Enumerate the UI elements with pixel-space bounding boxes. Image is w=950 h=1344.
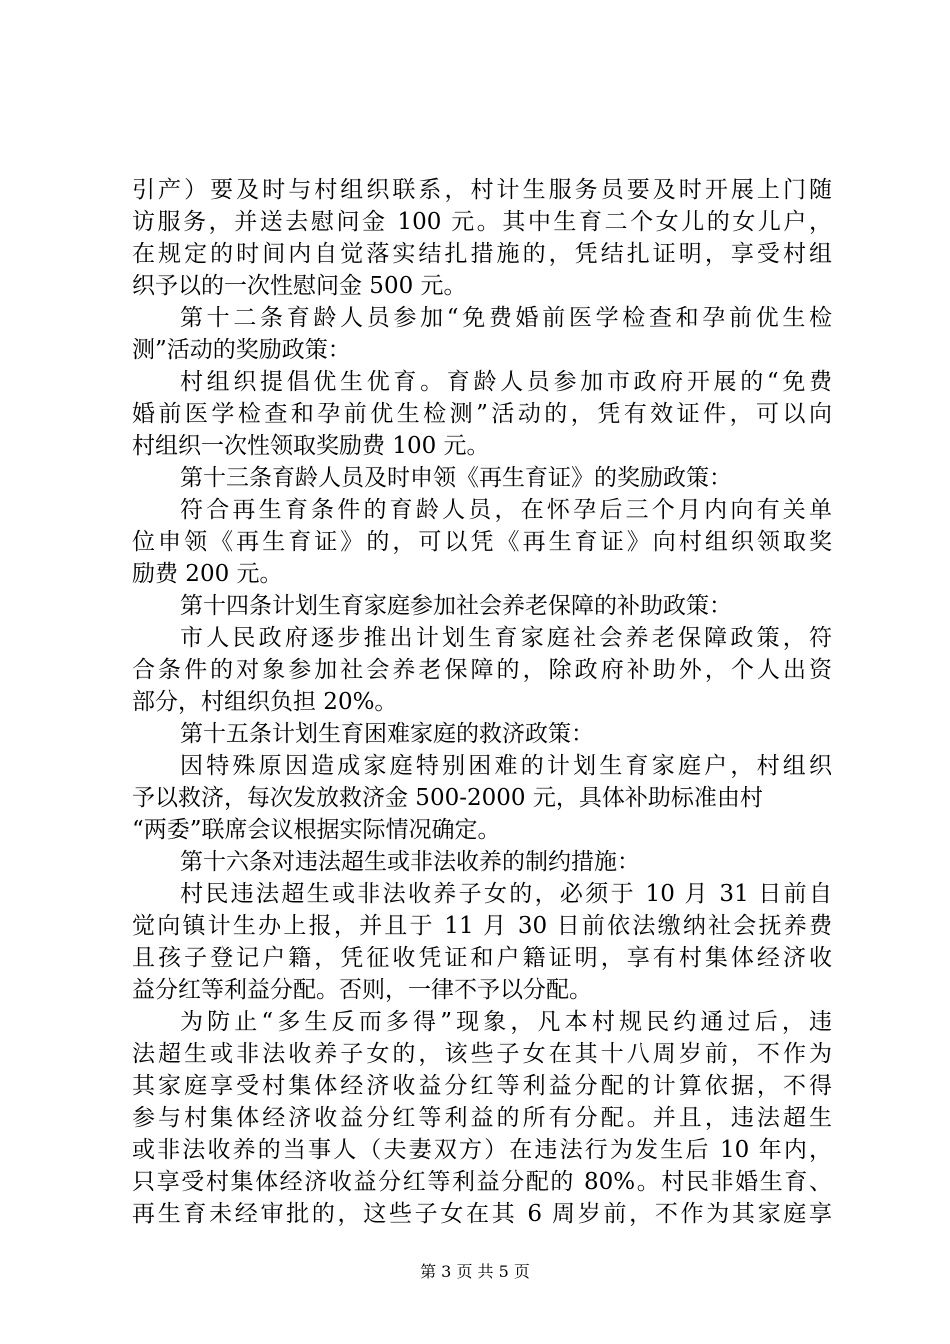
body-line: 织予以的一次性慰问金 500 元。: [132, 273, 467, 299]
body-line: 益分红等利益分配。否则，一律不予以分配。: [132, 977, 592, 1003]
body-line: 村组织一次性领取奖励费 100 元。: [132, 433, 490, 459]
body-line: 觉向镇计生办上报，并且于 11 月 30 日前依法缴纳社会抚养费: [132, 913, 832, 939]
article-heading: 第十三条育龄人员及时申领《再生育证》的奖励政策：: [180, 465, 732, 491]
article-heading: 测”活动的奖励政策：: [132, 337, 351, 363]
body-line: 或非法收养的当事人（夫妻双方）在违法行为发生后 10 年内，: [132, 1137, 832, 1163]
body-line: 村民违法超生或非法收养子女的，必须于 10 月 31 日前自: [180, 881, 832, 907]
body-line: 部分，村组织负担 20%。: [132, 689, 398, 715]
body-line: 访服务，并送去慰问金 100 元。其中生育二个女儿的女儿户，: [132, 209, 832, 235]
article-heading: 第十六条对违法超生或非法收养的制约措施：: [180, 849, 640, 875]
body-line: 其家庭享受村集体经济收益分红等利益分配的计算依据，不得: [132, 1073, 832, 1099]
body-line: 参与村集体经济收益分红等利益的所有分配。并且，违法超生: [132, 1105, 832, 1131]
article-heading: 第十二条育龄人员参加“免费婚前医学检查和孕前优生检: [180, 305, 832, 331]
body-line: 因特殊原因造成家庭特别困难的计划生育家庭户，村组织: [180, 753, 832, 779]
body-line: 励费 200 元。: [132, 561, 283, 587]
article-heading: 第十四条计划生育家庭参加社会养老保障的补助政策：: [180, 593, 732, 619]
body-line: 符合再生育条件的育龄人员，在怀孕后三个月内向有关单: [180, 497, 832, 523]
body-line: 且孩子登记户籍，凭征收凭证和户籍证明，享有村集体经济收: [132, 945, 832, 971]
page-number-footer: 第 3 页 共 5 页: [420, 1262, 530, 1281]
body-line: 位申领《再生育证》的，可以凭《再生育证》向村组织领取奖: [132, 529, 832, 555]
body-line: “两委”联席会议根据实际情况确定。: [132, 817, 501, 843]
article-heading: 第十五条计划生育困难家庭的救济政策：: [180, 721, 594, 747]
document-body: [132, 174, 832, 1230]
body-line: 引产）要及时与村组织联系，村计生服务员要及时开展上门随: [132, 177, 832, 203]
body-line: 法超生或非法收养子女的，该些子女在其十八周岁前，不作为: [132, 1041, 832, 1067]
body-line: 婚前医学检查和孕前优生检测”活动的，凭有效证件，可以向: [132, 401, 832, 427]
body-line: 市人民政府逐步推出计划生育家庭社会养老保障政策，符: [180, 625, 832, 651]
body-line: 为防止“多生反而多得”现象，凡本村规民约通过后，违: [180, 1009, 832, 1035]
body-line: 合条件的对象参加社会养老保障的，除政府补助外，个人出资: [132, 657, 832, 683]
body-line: 只享受村集体经济收益分红等利益分配的 80%。村民非婚生育、: [132, 1169, 832, 1195]
body-line: 予以救济，每次发放救济金 500-2000 元，具体补助标准由村: [132, 785, 763, 811]
body-line: 村组织提倡优生优育。育龄人员参加市政府开展的“免费: [180, 369, 832, 395]
body-line: 在规定的时间内自觉落实结扎措施的，凭结扎证明，享受村组: [132, 241, 832, 267]
body-line: 再生育未经审批的，这些子女在其 6 周岁前，不作为其家庭享: [132, 1201, 832, 1227]
